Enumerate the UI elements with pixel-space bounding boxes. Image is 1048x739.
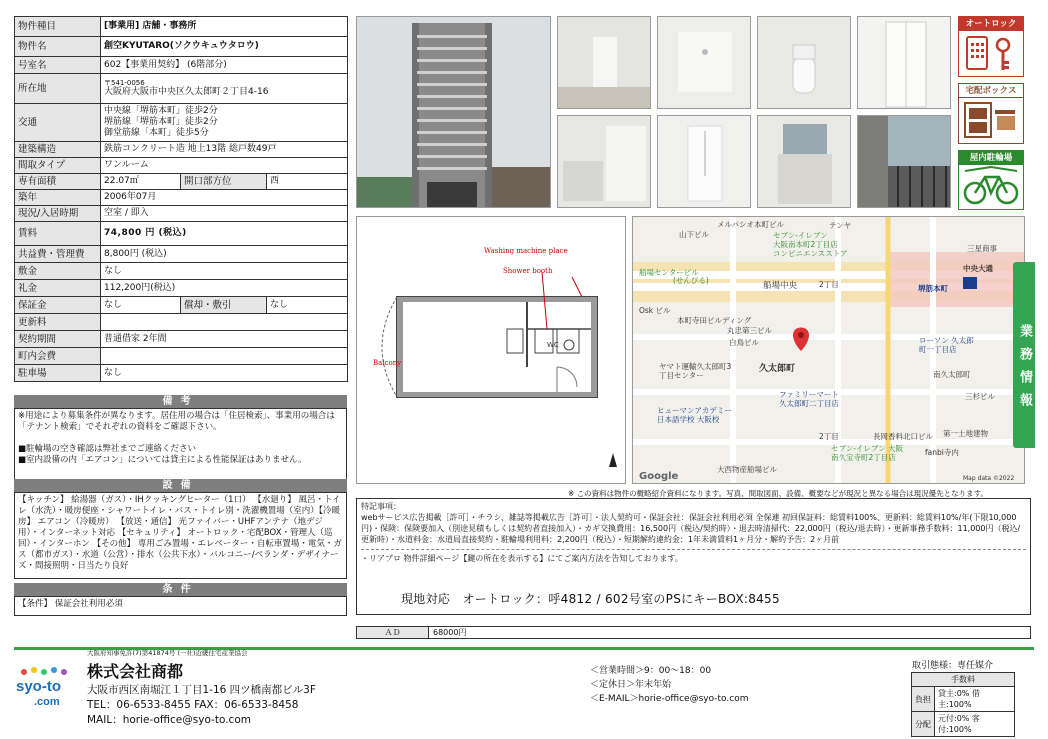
remarks-header: 備考 xyxy=(14,395,347,408)
google-logo: Google xyxy=(639,471,679,482)
company-address: 大阪市西区南堀江１丁目1-16 四ツ橋南都ビル3F xyxy=(87,684,316,696)
map-label: 三星商事 xyxy=(967,244,997,253)
map-label: 山下ビル xyxy=(679,230,709,239)
business-hours: ＜営業時間＞9：00～18：00 xyxy=(590,666,712,676)
map-label: 2丁目 xyxy=(819,280,839,289)
distribution-label: 分配 xyxy=(912,712,935,737)
notes-header: 特記事項： xyxy=(361,502,401,511)
conditions-header: 条件 xyxy=(14,583,347,596)
distribution-value: 元付:0% 客付:100% xyxy=(935,712,1015,737)
map-label: 第一土地建物 xyxy=(943,429,988,438)
map-label: 丁目センター xyxy=(659,371,704,380)
label: 物件種目 xyxy=(15,17,101,37)
map-label: ヒューマンアカデミー xyxy=(657,406,732,415)
disclaimer-notice: ※ この資料は物件の概略紹介資料になります。写真、間取図面、設備、概要などが現況と異なる場合は現況優先となります。 xyxy=(568,489,988,498)
location-map xyxy=(632,216,1025,484)
fee-header: 手数料 xyxy=(912,673,1015,687)
map-label: 丸忠第三ビル xyxy=(727,326,772,335)
label: 所在地 xyxy=(15,74,101,104)
map-label: 久太郎町 xyxy=(759,364,796,374)
structure: 鉄筋コンクリート造 地上13階 総戸数49戸 xyxy=(101,142,348,158)
interior-photo-2 xyxy=(657,16,751,109)
delivery-box-badge xyxy=(958,83,1024,144)
license-info: 大阪府知事免許(7)第41874号 (一社)近畿住宅産業協会 xyxy=(87,649,248,657)
bike-parking-label: 屋内駐輪場 xyxy=(959,151,1023,165)
property-type: [事業用] 店舗・事務所 xyxy=(101,17,348,37)
facilities-header: 設備 xyxy=(14,479,347,492)
map-label: 大西物産船場ビル xyxy=(717,465,777,474)
built-date: 2006年07月 xyxy=(101,190,348,206)
washing-machine-label: Washing machine place xyxy=(484,247,568,255)
map-label: fanbi寺内 xyxy=(925,448,959,457)
logo-text: syo-to xyxy=(16,678,61,695)
label: 償却・敷引 xyxy=(181,297,267,314)
map-label: セブン-イレブン xyxy=(773,231,828,240)
map-label: 船場センタービル xyxy=(639,268,699,277)
label: 保証金 xyxy=(15,297,101,314)
map-label: ローソン 久太郎 xyxy=(919,336,974,345)
map-label: 南久太郎町 xyxy=(933,370,971,379)
building-illustration xyxy=(357,17,551,208)
shower-booth-label: Shower booth xyxy=(503,267,553,275)
label: 共益費・管理費 xyxy=(15,246,101,263)
traffic-line: 中央線「堺筋本町」徒歩2分 xyxy=(104,106,218,116)
map-label: 三杉ビル xyxy=(965,392,995,401)
balcony-label: Balcony xyxy=(373,359,402,367)
amortization: なし xyxy=(267,297,348,314)
label: 契約期間 xyxy=(15,331,101,348)
business-info-tab: 業務情報 xyxy=(1013,262,1035,448)
common-fee: 8,800円 (税込) xyxy=(101,246,348,263)
map-label: 船場中央 xyxy=(763,281,798,291)
notes-conditions: webサービス広告掲載［許可］・チラシ、雑誌等掲載広告［許可］・法人契約可・保証会社：保証会社利用必須 全保連 初回保証料：総賃料100%、更新料：総賃料10%/年(下限10,000円)・保険：保険要加入（別途見積もしくは契約者直接加入）・カギ交換費用：16,500円（税込/契約時）・退去時清掃代：22,000円（税込/退去時）・更新事務手数料：11,000円（税込/更新時）・水道料金：水道局直接契約・駐輪場利用料：2,200円（税込）・短期解約違約金：1年未満賃料1ヶ月分・解約予告：2ヶ月前 xyxy=(361,513,1021,544)
ad-label: ＡＤ xyxy=(357,627,429,638)
burden-label: 負担 xyxy=(912,687,935,712)
company-name: 株式会社商都 xyxy=(87,662,184,681)
map-label: 日本語学校 大阪校 xyxy=(657,415,720,424)
map-label: 堺筋本町 xyxy=(918,284,948,293)
delivery-box-icon xyxy=(959,98,1023,143)
delivery-box-label: 宅配ボックス xyxy=(959,84,1023,98)
label: 交通 xyxy=(15,104,101,142)
transaction-type: 取引態様：専任媒介 xyxy=(912,661,994,671)
map-attribution: Map data ©2022 xyxy=(963,475,1015,482)
label: 賃料 xyxy=(15,222,101,246)
label: 駐車場 xyxy=(15,365,101,382)
burden-value: 貸主:0% 借主:100% xyxy=(935,687,1015,712)
autolock-badge xyxy=(958,16,1024,77)
label: 建築構造 xyxy=(15,142,101,158)
map-label: Osk ビル xyxy=(639,306,671,315)
facilities-body: 【キッチン】 給湯器（ガス）・IHクッキングヒーター（1口） 【水廻り】 風呂・トイレ（水洗）・暖房便座・シャワートイレ・バス・トイレ別・洗濯機置場（室内）【冷暖房】 エアコン（冷暖房） 【放送・通信】 光ファイバー・UHFアンテナ（地デジ用）・インターネット対応 【セキュリティ】 オートロック・宅配BOX・管理人（巡回）・インターホン 【その他】 専用ごみ置場・エレベーター・自転車置場・電気・ガス（都市ガス）・水道（公営）・排水（公共下水）・バルコニー/ベランダ・デザイナーズ・間接照明・日当たり良好 xyxy=(14,492,347,579)
interior-photo-6 xyxy=(657,115,751,208)
label: 開口部方位 xyxy=(181,174,267,190)
map-label: 本町寺田ビルディング xyxy=(677,316,752,325)
logo-domain: .com xyxy=(34,696,60,708)
address: 大阪府大阪市中央区久太郎町２丁目4-16 xyxy=(104,87,269,97)
company-email: MAIL：horie-office@syo-to.com xyxy=(87,714,251,726)
fee-table xyxy=(911,672,1015,737)
map-label: 中央大通 xyxy=(963,264,993,273)
direction: 西 xyxy=(267,174,348,190)
label: 物件名 xyxy=(15,37,101,57)
layout-type: ワンルーム xyxy=(101,158,348,174)
map-label: 白鳥ビル xyxy=(729,338,759,347)
contact-email: ＜E-MAIL＞horie-office@syo-to.com xyxy=(590,694,749,704)
room-number: 602【事業用契約】 (6階部分) xyxy=(101,57,348,74)
site-visit-info: 現地対応 オートロック：呼4812 / 602号室のPSにキーBOX:8455 xyxy=(401,592,780,606)
association-fee xyxy=(101,348,348,365)
address-cell xyxy=(101,74,348,104)
building-exterior-photo xyxy=(356,16,551,208)
label: 町内会費 xyxy=(15,348,101,365)
map-label: コンビニエンスストア xyxy=(773,249,848,258)
map-label: 町一丁目店 xyxy=(919,345,957,354)
balcony-photo xyxy=(857,115,951,208)
property-spec-table xyxy=(14,16,348,382)
label: 築年 xyxy=(15,190,101,206)
traffic-line: 堺筋線「堺筋本町」徒歩2分 xyxy=(104,117,218,127)
ad-value: 68000円 xyxy=(433,628,467,637)
label: 更新料 xyxy=(15,314,101,331)
renewal-fee xyxy=(101,314,348,331)
map-label: セブン-イレブン 大阪 xyxy=(831,444,903,453)
notes-guidance: ・リアプロ 物件詳細ページ【鍵の所在を表示する】にてご案内方法を告知しております。 xyxy=(361,549,1026,564)
label: 専有面積 xyxy=(15,174,101,190)
map-label: メルパシオ本町ビル xyxy=(717,220,784,229)
autolock-label: オートロック xyxy=(959,17,1023,31)
contract-period: 普通借家 2年間 xyxy=(101,331,348,348)
interior-photo-4 xyxy=(857,16,951,109)
map-label: 久太郎町二丁目店 xyxy=(779,399,839,408)
zip-code: 〒541-0056 xyxy=(104,79,145,87)
map-label: 南久宝寺町2丁目店 xyxy=(831,453,896,462)
map-label: ファミリーマート xyxy=(779,390,839,399)
rent-price: 74,800 円 (税込) xyxy=(101,222,348,246)
guarantee: なし xyxy=(101,297,181,314)
label: 礼金 xyxy=(15,280,101,297)
autolock-icon xyxy=(959,31,1023,76)
label: 現況/入居時期 xyxy=(15,206,101,222)
remarks-body: ※用途により募集条件が異なります。居住用の場合は「住居検索」、事業用の場合は「テナント検索」でそれぞれの資料をご確認下さい。 ■駐輪場の空き確認は弊社までご連絡ください ■室内設備の内「エアコン」については貸主による性能保証はありません。 xyxy=(14,408,347,482)
map-label: ヤマト運輸久太郎町3 xyxy=(659,362,732,371)
parking: なし xyxy=(101,365,348,382)
ad-row xyxy=(356,626,1031,639)
key-money: 112,200円(税込) xyxy=(101,280,348,297)
area: 22.07㎡ xyxy=(101,174,181,190)
holidays: ＜定休日＞年末年始 xyxy=(590,680,672,690)
label: 間取タイプ xyxy=(15,158,101,174)
interior-photo-5 xyxy=(557,115,651,208)
property-name: 創空KYUTARO(ソクウキュウタロウ) xyxy=(101,37,348,57)
map-label: (せんびる) xyxy=(673,276,709,285)
bicycle-icon xyxy=(959,165,1023,209)
map-label: 大阪南本町2丁目店 xyxy=(773,240,838,249)
status: 空室 / 即入 xyxy=(101,206,348,222)
map-label: テンヤ xyxy=(829,221,852,230)
bike-parking-badge xyxy=(958,150,1024,210)
interior-photo-3 xyxy=(757,16,851,109)
floor-plan xyxy=(356,216,626,484)
map-label: 長岡香料北口ビル xyxy=(873,432,933,441)
traffic-line: 御堂筋線「本町」徒歩5分 xyxy=(104,128,209,138)
company-phone: TEL：06-6533-8455 FAX：06-6533-8458 xyxy=(87,699,299,711)
wc-label: WC xyxy=(547,341,559,349)
floor-plan-drawing xyxy=(357,217,625,483)
company-logo xyxy=(14,664,76,716)
map-label: 2丁目 xyxy=(819,432,839,441)
interior-photo-7 xyxy=(757,115,851,208)
interior-photo-1 xyxy=(557,16,651,109)
traffic-cell xyxy=(101,104,348,142)
conditions-body: 【条件】 保証会社利用必須 xyxy=(14,596,347,616)
label: 号室名 xyxy=(15,57,101,74)
deposit: なし xyxy=(101,263,348,280)
label: 敷金 xyxy=(15,263,101,280)
